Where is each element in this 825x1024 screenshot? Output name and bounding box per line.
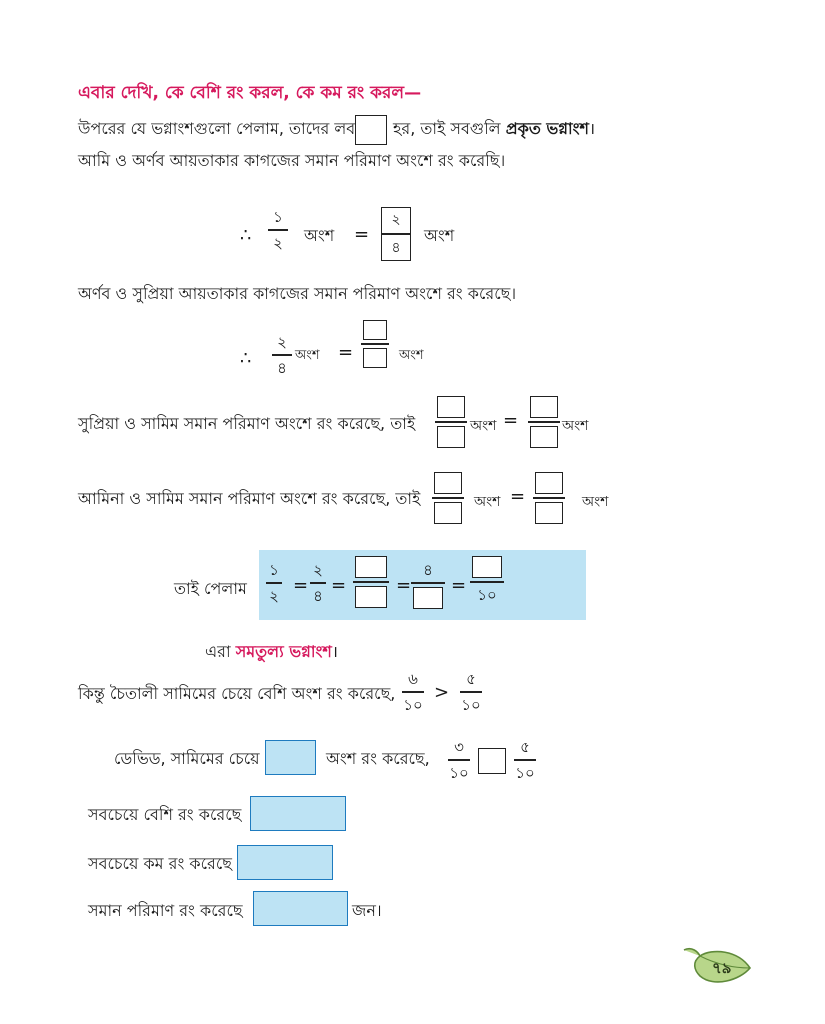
therefore-symbol-1: ∴	[240, 225, 252, 246]
q1-text: সবচেয়ে বেশি রং করেছে	[88, 805, 242, 824]
compare1-fraction-b	[460, 670, 482, 714]
q2-text: সবচেয়ে কম রং করেছে	[88, 854, 232, 873]
line5-num-box-2[interactable]	[535, 472, 563, 494]
compare2-a-num: ৩	[454, 738, 464, 756]
eq1-right-unit: অংশ	[424, 226, 455, 245]
q2-answer-box[interactable]	[237, 845, 333, 880]
compare2-sign-box[interactable]	[478, 748, 506, 774]
line5-fraction-1	[432, 472, 464, 524]
q3-text: সমান পরিমাণ রং করেছে	[88, 901, 243, 920]
summary-f1-den: ২	[269, 586, 279, 605]
line1-end: ।	[588, 119, 596, 138]
compare2-a-den: ১০	[449, 763, 469, 782]
summary-f3-den-box[interactable]	[355, 586, 387, 608]
compare1-b-num: ৫	[466, 670, 476, 688]
line4-equals: =	[503, 410, 519, 431]
fraction-bar	[533, 497, 565, 499]
eq1-den: ২	[273, 233, 283, 252]
eq1-num: ১	[273, 208, 283, 226]
fraction-bar	[268, 229, 288, 231]
compare2-text2: অংশ রং করেছে,	[326, 749, 430, 768]
summary-fraction-1	[266, 561, 282, 605]
line5-num-box-1[interactable]	[434, 472, 462, 494]
summary-label: তাই পেলাম	[174, 579, 247, 598]
line1-blank-box[interactable]	[355, 115, 387, 145]
eq2-answer-fraction	[361, 320, 389, 368]
fraction-bar	[411, 582, 445, 584]
summary-f4-den-box[interactable]	[413, 587, 443, 609]
fraction-bar	[514, 759, 536, 761]
summary-fraction-4	[411, 561, 445, 609]
fraction-bar	[528, 421, 560, 423]
summary-eq-3: =	[396, 575, 412, 596]
summary-f2-den: ৪	[313, 586, 323, 605]
fraction-bar	[402, 691, 424, 693]
compare2-text1: ডেভিড, সামিমের চেয়ে	[114, 749, 260, 768]
eq1-equals: =	[354, 224, 370, 245]
compare2-answer-box[interactable]	[265, 740, 316, 775]
line2: আমি ও অর্ণব আয়তাকার কাগজের সমান পরিমাণ অংশে রং করেছি।	[78, 151, 506, 170]
line5-unit-1: অংশ	[474, 494, 501, 510]
compare2-fraction-b	[514, 738, 536, 782]
eq2-right-unit: অংশ	[399, 348, 424, 363]
compare2-b-num: ৫	[520, 738, 530, 756]
fraction-bar	[272, 354, 292, 356]
q3-after: জন।	[352, 901, 382, 920]
line5-den-box-2[interactable]	[535, 502, 563, 524]
fraction-bar	[310, 582, 326, 584]
summary-eq-1: =	[293, 575, 309, 596]
summary-f3-num-box[interactable]	[355, 556, 387, 578]
proper-fraction-term: প্রকৃত ভগ্নাংশ	[505, 119, 589, 138]
eq2-unit: অংশ	[295, 348, 320, 363]
line4-den-box-2[interactable]	[530, 426, 558, 448]
line4-fraction-1	[435, 396, 467, 448]
compare2-b-den: ১০	[515, 763, 535, 782]
line5-unit-2: অংশ	[582, 494, 609, 510]
summary-eq-2: =	[331, 575, 347, 596]
line4-den-box-1[interactable]	[437, 426, 465, 448]
line4-unit-1: অংশ	[470, 418, 497, 434]
eq1-answer-box	[381, 207, 411, 261]
compare2-fraction-a	[448, 738, 470, 782]
line1-after	[393, 118, 595, 140]
fraction-bar	[361, 343, 389, 345]
compare1-a-num: ৬	[408, 670, 418, 688]
summary-f5-den: ১০	[477, 585, 497, 604]
fraction-bar	[432, 497, 464, 499]
compare1-text: কিন্তু চৈতালী সামিমের চেয়ে বেশি অংশ রং করেছে,	[78, 684, 396, 703]
summary-eq-4: =	[451, 575, 467, 596]
equivalent-end: ।	[331, 642, 338, 661]
equivalent-before: এরা	[205, 642, 231, 661]
compare1-b-den: ১০	[461, 695, 481, 714]
line5-text: আমিনা ও সামিম সমান পরিমাণ অংশে রং করেছে, তাই	[78, 489, 421, 508]
line4-num-box-1[interactable]	[437, 396, 465, 418]
fraction-bar	[353, 581, 389, 583]
fraction-bar	[266, 582, 282, 584]
summary-f5-num-box[interactable]	[472, 556, 502, 578]
line4-fraction-2	[528, 396, 560, 448]
compare1-fraction-a	[402, 670, 424, 714]
summary-fraction-5	[470, 556, 504, 604]
equivalent-line	[205, 641, 338, 663]
line3: অর্ণব ও সুপ্রিয়া আয়তাকার কাগজের সমান পরিমাণ অংশে রং করেছে।	[78, 284, 517, 303]
fraction-bar	[448, 759, 470, 761]
eq2-fraction	[272, 333, 292, 377]
eq2-num-box[interactable]	[363, 320, 387, 340]
q1-answer-box[interactable]	[250, 796, 346, 831]
equivalent-fraction-term: সমতুল্য ভগ্নাংশ	[235, 642, 332, 661]
fraction-bar	[460, 691, 482, 693]
eq1-unit: অংশ	[304, 226, 335, 245]
compare1-a-den: ১০	[403, 695, 423, 714]
line4-unit-2: অংশ	[562, 418, 589, 434]
fraction-bar	[382, 233, 410, 235]
eq2-den-box[interactable]	[363, 348, 387, 368]
q3-answer-box[interactable]	[253, 891, 348, 926]
summary-fraction-3	[353, 556, 389, 608]
section-heading: এবার দেখি, কে বেশি রং করল, কে কম রং করল—	[78, 83, 422, 103]
eq1-answer-den: ৪	[391, 239, 401, 256]
eq1-answer-num: ২	[391, 212, 401, 229]
line5-equals: =	[510, 486, 526, 507]
page-number: ৭৯	[712, 959, 732, 977]
summary-f1-num: ১	[269, 561, 279, 579]
line4-text: সুপ্রিয়া ও সামিম সমান পরিমাণ অংশে রং করেছে, তাই	[78, 414, 416, 433]
line4-num-box-2[interactable]	[530, 396, 558, 418]
eq1-fraction	[268, 208, 288, 252]
eq2-num: ২	[277, 333, 287, 351]
fraction-bar	[470, 581, 504, 583]
therefore-symbol-2: ∴	[240, 348, 252, 369]
summary-fraction-2	[310, 561, 326, 605]
line5-den-box-1[interactable]	[434, 502, 462, 524]
eq2-den: ৪	[277, 358, 287, 377]
line1-after-text: হর, তাই সবগুলি	[393, 119, 501, 138]
line5-fraction-2	[533, 472, 565, 524]
compare1-gt: >	[434, 682, 450, 703]
fraction-bar	[435, 421, 467, 423]
summary-f4-num: ৪	[423, 561, 433, 579]
summary-f2-num: ২	[313, 561, 323, 579]
eq2-equals: =	[338, 342, 354, 363]
line1-before: উপরের যে ভগ্নাংশগুলো পেলাম, তাদের লব	[78, 119, 356, 138]
